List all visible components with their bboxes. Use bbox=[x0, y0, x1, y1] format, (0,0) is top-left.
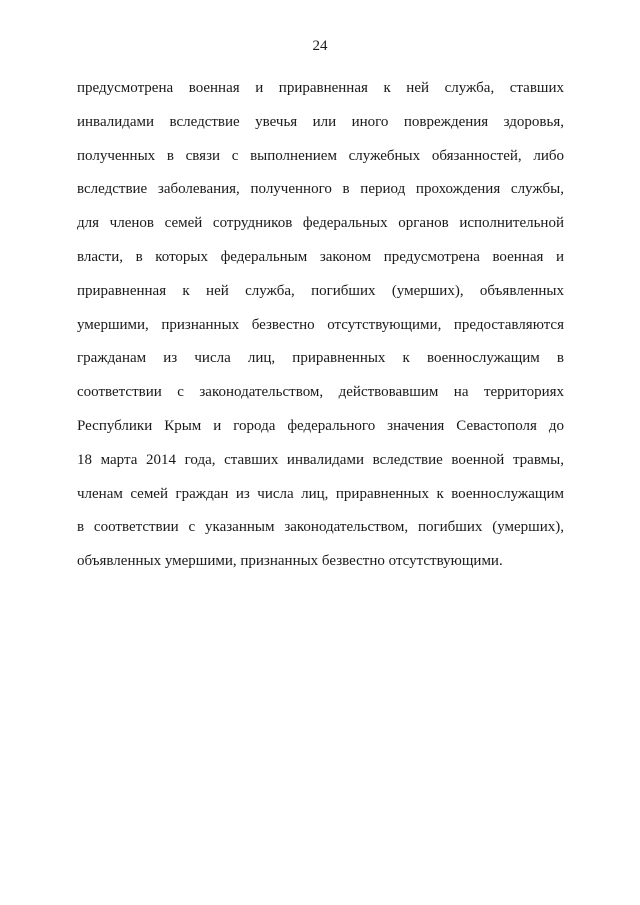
text-line: Республики Крым и города федерального значения Севастополя до bbox=[77, 417, 564, 434]
body-paragraph bbox=[77, 72, 564, 579]
text-line: предусмотрена военная и приравненная к ней служба, ставших bbox=[77, 80, 564, 96]
text-line: умершими, признанных безвестно отсутствующими, предоставляются bbox=[77, 316, 564, 333]
text-line: вследствие заболевания, полученного в период прохождения службы, bbox=[77, 181, 564, 198]
text-line: власти, в которых федеральным законом предусмотрена военная и bbox=[77, 248, 564, 265]
text-line: в соответствии с указанным законодательством, погибших (умерших), bbox=[77, 519, 564, 536]
page-number: 24 bbox=[312, 38, 328, 54]
text-line: приравненная к ней служба, погибших (умерших), объявленных bbox=[77, 282, 564, 299]
text-line: 18 марта 2014 года, ставших инвалидами вследствие военной травмы, bbox=[77, 451, 564, 468]
text-line: полученных в связи с выполнением служебных обязанностей, либо bbox=[77, 147, 564, 164]
text-line: инвалидами вследствие увечья или иного повреждения здоровья, bbox=[77, 113, 564, 130]
text-line: для членов семей сотрудников федеральных органов исполнительной bbox=[77, 215, 564, 232]
text-line: членам семей граждан из числа лиц, приравненных к военнослужащим bbox=[77, 485, 564, 502]
text-line: гражданам из числа лиц, приравненных к военнослужащим в bbox=[77, 350, 564, 367]
text-line: объявленных умершими, признанных безвестно отсутствующими. bbox=[77, 553, 503, 570]
text-line: соответствии с законодательством, действовавшим на территориях bbox=[77, 384, 564, 401]
